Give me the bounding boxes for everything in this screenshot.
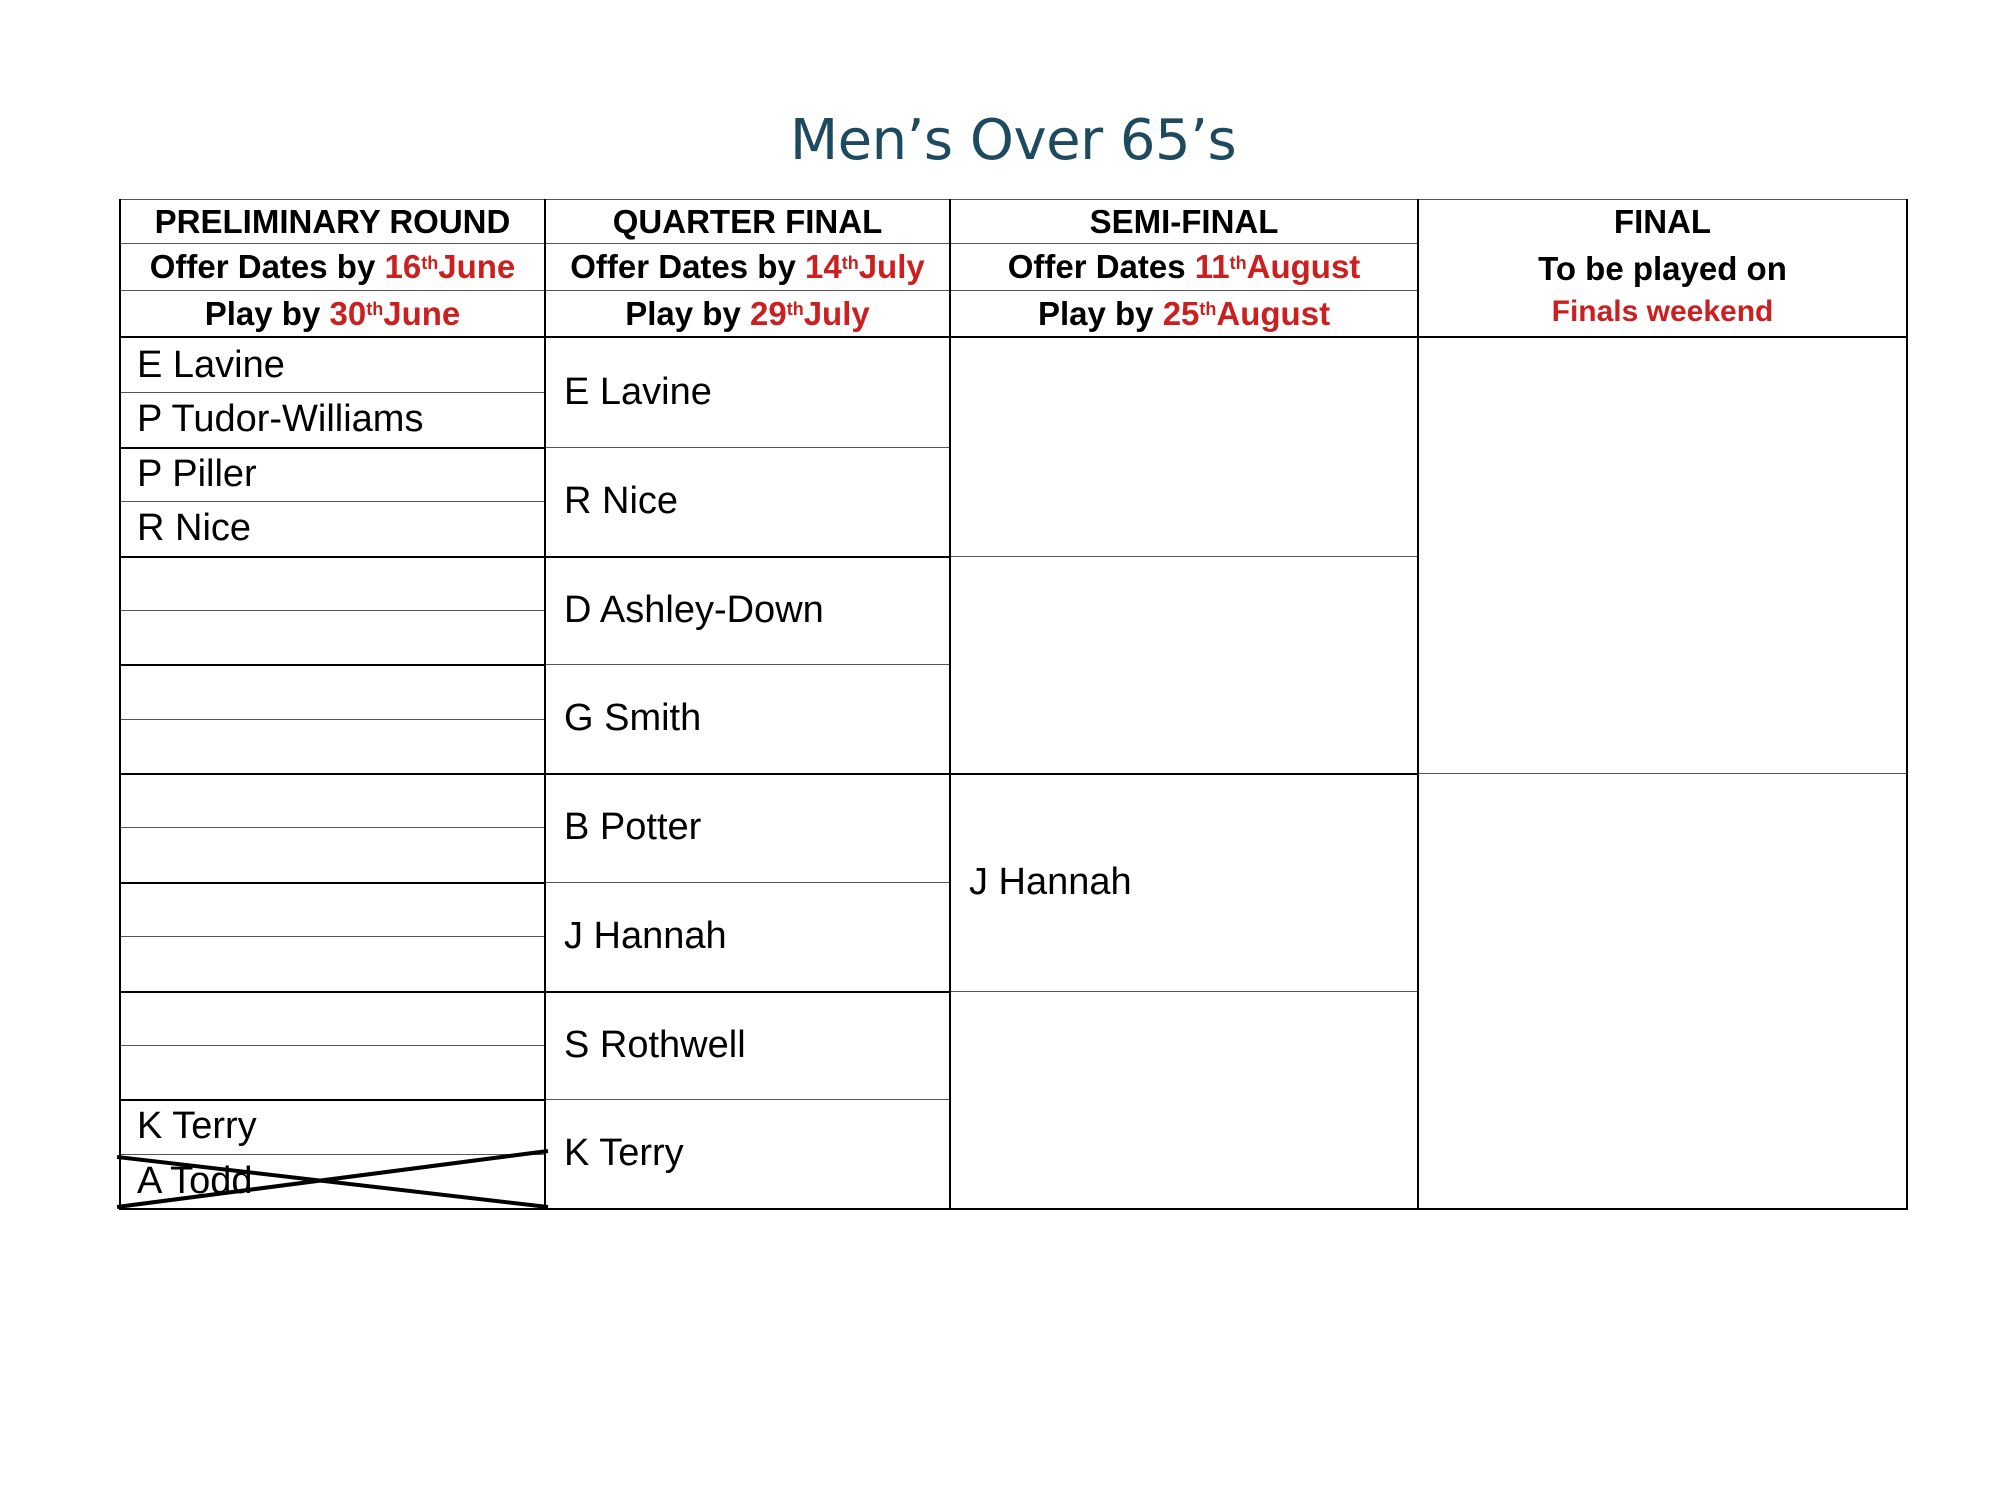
quarter-play-by: Play by 29 $^{th}$ July: [625, 294, 870, 332]
quarter-slot: G Smith: [564, 697, 702, 739]
final-schedule-line1: To be played on: [1538, 250, 1787, 287]
prelim-slot: R Nice: [137, 506, 252, 549]
prelim-slot: A Todd: [137, 1159, 253, 1202]
final-schedule: [1418, 244, 1907, 336]
column-divider-1: [544, 199, 546, 1210]
prelim-slot-divider: [121, 936, 544, 937]
prelim-slot: K Terry: [137, 1104, 257, 1147]
prelim-slot-divider: [121, 991, 544, 993]
final-schedule-line2: Finals weekend: [1551, 295, 1774, 328]
preliminary-play-by: Play by 30 $^{th}$ June: [204, 294, 461, 332]
prelim-slot: P Tudor-Williams: [137, 397, 424, 440]
prelim-slot-divider: [121, 719, 544, 720]
prelim-slot-divider: [121, 610, 544, 611]
semi-play-by: Play by 25 $^{th}$ August: [1037, 294, 1331, 332]
final-slot-divider: [1419, 773, 1906, 774]
semi-heading: SEMI-FINAL: [1089, 202, 1279, 240]
prelim-slot-divider: [121, 556, 544, 558]
final-heading: FINAL: [1613, 202, 1712, 240]
quarter-slot: E Lavine: [564, 371, 712, 413]
semi-slot-divider: [951, 556, 1417, 557]
quarter-slot: K Terry: [564, 1132, 684, 1174]
column-divider-2: [949, 199, 951, 1210]
semi-offer-date: Offer Dates 11 $^{th}$ August: [1007, 248, 1361, 285]
column-divider-3: [1417, 199, 1419, 1210]
semi-slot-divider: [951, 991, 1417, 992]
frame-right: [1906, 199, 1908, 1210]
header-bottom-border: [119, 336, 1908, 338]
quarter-heading: QUARTER FINAL: [612, 202, 883, 240]
quarter-offer-date: Offer Dates by 14 $^{th}$ July: [570, 248, 925, 285]
quarter-slot: D Ashley-Down: [564, 589, 824, 631]
page-title: Men’s Over 65’s: [789, 108, 1237, 173]
semi-slot: J Hannah: [969, 860, 1132, 903]
prelim-slot: E Lavine: [137, 343, 285, 386]
prelim-slot-divider: [121, 1045, 544, 1046]
preliminary-heading: PRELIMINARY ROUND: [154, 202, 511, 240]
prelim-slot: P Piller: [137, 452, 257, 495]
frame-left: [119, 199, 121, 1210]
prelim-slot-divider: [121, 664, 544, 666]
prelim-slot-divider: [121, 773, 544, 775]
quarter-slot: B Potter: [564, 806, 702, 848]
quarter-slot: J Hannah: [564, 915, 727, 957]
prelim-slot-divider: [121, 882, 544, 884]
withdrawn-cross-mark: [110, 1140, 560, 1220]
quarter-slot: R Nice: [564, 480, 679, 522]
quarter-slot: S Rothwell: [564, 1024, 746, 1066]
prelim-slot-divider: [121, 827, 544, 828]
preliminary-offer-date: Offer Dates by 16 $^{th}$ June: [149, 248, 516, 285]
